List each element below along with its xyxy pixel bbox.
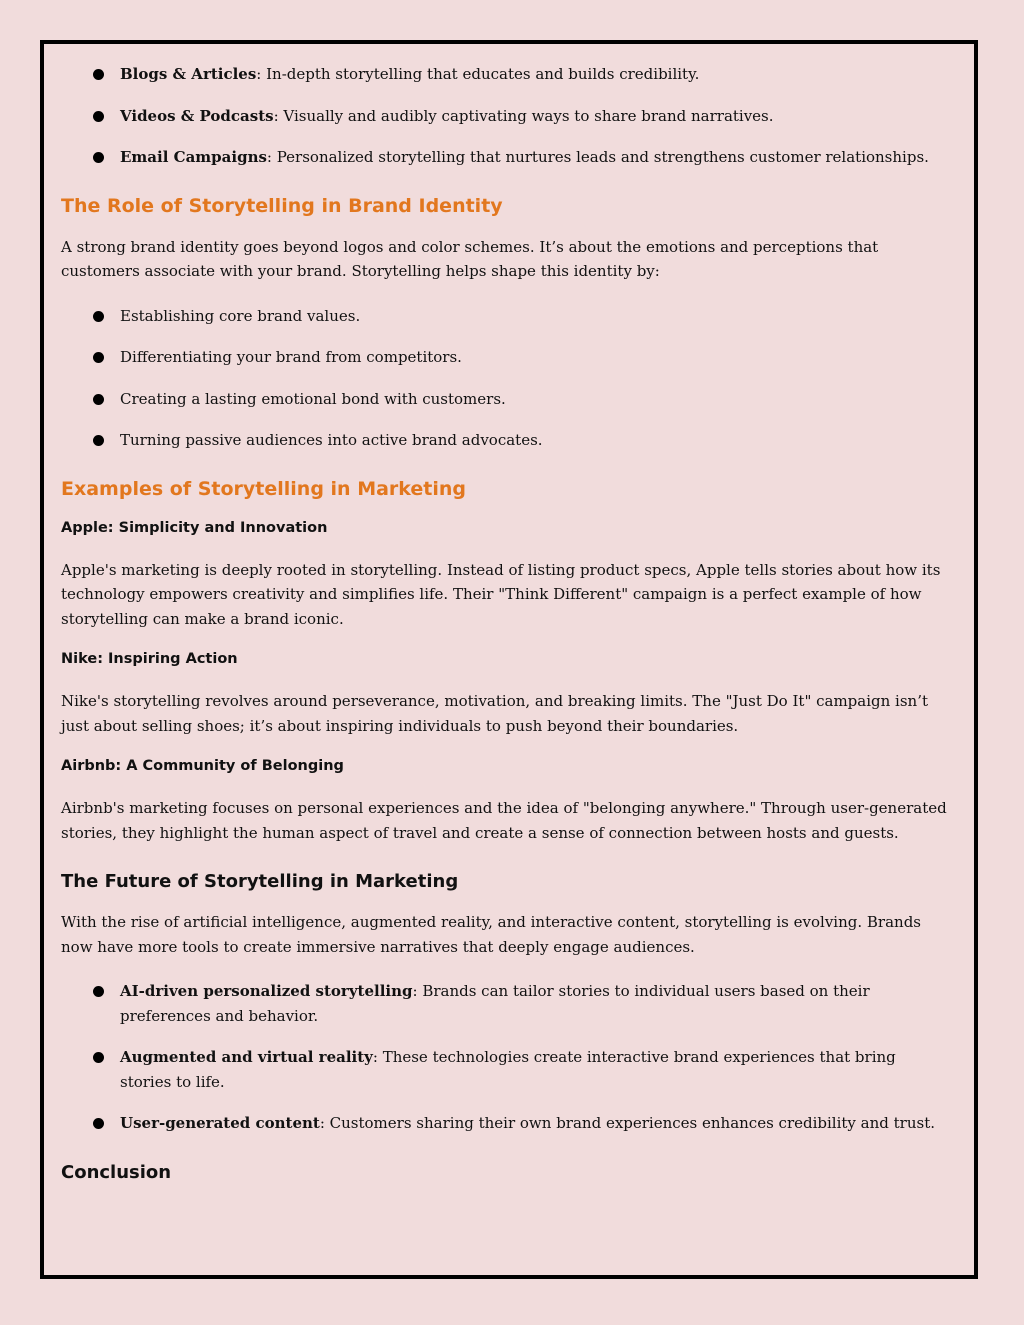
future-list (61, 979, 950, 1136)
list-item-text: Creating a lasting emotional bond with customers. (120, 389, 506, 408)
list-item (61, 979, 950, 1028)
section-heading-examples: Examples of Storytelling in Marketing (61, 477, 467, 500)
list-item-text: : Brands can tailor stories to individual users based on their preferences and behavior. (120, 982, 870, 1025)
list-item (61, 345, 950, 370)
section-future-intro: With the rise of artificial intelligence, augmented reality, and interactive content, storytelling is evolving. Brands now have more tools to create immersive narratives that deeply engage audiences. (61, 913, 921, 956)
list-item-term: Email Campaigns (120, 148, 267, 166)
example-title-nike: Nike: Inspiring Action (61, 651, 238, 667)
bullet-icon (93, 1052, 104, 1063)
list-item-text: : Personalized storytelling that nurtures leads and strengthens customer relationships. (266, 148, 929, 166)
example-body-airbnb: Airbnb's marketing focuses on personal experiences and the idea of "belonging anywhere." Through user-generated stories, they highlight the human aspect of travel and create a sense of connection between hosts and guests. (61, 799, 947, 842)
list-item-term: Blogs & Articles (120, 65, 257, 83)
example-body-apple: Apple's marketing is deeply rooted in storytelling. Instead of listing product specs, Apple tells stories about how its technology empowers creativity and simplifies life. Their "Think Different" campaign is a perfect example of how storytelling can make a brand iconic. (61, 560, 941, 628)
example-body-nike: Nike's storytelling revolves around perseverance, motivation, and breaking limits. The "Just Do It" campaign isn’t just about selling shoes; it’s about inspiring individuals to push beyond their boundaries. (61, 692, 928, 735)
bullet-icon (93, 435, 104, 446)
list-item (61, 145, 950, 170)
list-item-text: : These technologies create interactive brand experiences that bring stories to life. (120, 1048, 896, 1091)
bullet-icon (93, 1118, 104, 1129)
bullet-icon (93, 986, 104, 997)
list-item-text: : In-depth storytelling that educates and builds credibility. (256, 65, 700, 83)
bullet-icon (93, 394, 104, 405)
list-item (61, 304, 950, 329)
example-title-apple: Apple: Simplicity and Innovation (61, 519, 328, 536)
bullet-icon (93, 352, 104, 363)
list-item-term: Augmented and virtual reality (120, 1048, 373, 1066)
list-item (61, 428, 950, 453)
page-frame (40, 40, 978, 1279)
section-role-intro: A strong brand identity goes beyond logos and color schemes. It’s about the emotions and perceptions that customers associate with your brand. Storytelling helps shape this identity by: (61, 237, 879, 280)
section-heading-conclusion: Conclusion (61, 1161, 172, 1183)
list-item-term: AI-driven personalized storytelling (120, 982, 413, 1000)
list-item (61, 387, 950, 412)
document-content (61, 57, 950, 1183)
list-item (61, 104, 950, 129)
list-item-text: Turning passive audiences into active brand advocates. (120, 431, 543, 449)
list-item (61, 1045, 950, 1094)
bullet-icon (93, 111, 104, 122)
channels-list (61, 62, 950, 170)
list-item-term: User-generated content (120, 1114, 320, 1132)
bullet-icon (93, 69, 104, 80)
section-heading-role: The Role of Storytelling in Brand Identity (61, 194, 503, 217)
list-item-text: : Visually and audibly captivating ways to share brand narratives. (273, 106, 774, 125)
list-item-text: : Customers sharing their own brand experiences enhances credibility and trust. (319, 1114, 935, 1132)
list-item (61, 62, 950, 87)
list-item-text: Differentiating your brand from competitors. (120, 348, 462, 366)
example-title-airbnb: Airbnb: A Community of Belonging (61, 758, 344, 774)
list-item (61, 1111, 950, 1136)
bullet-icon (93, 311, 104, 322)
list-item-text: Establishing core brand values. (120, 306, 361, 325)
list-item-term: Videos & Podcasts (120, 106, 274, 125)
role-list (61, 304, 950, 453)
section-heading-future: The Future of Storytelling in Marketing (61, 871, 459, 892)
bullet-icon (93, 152, 104, 163)
